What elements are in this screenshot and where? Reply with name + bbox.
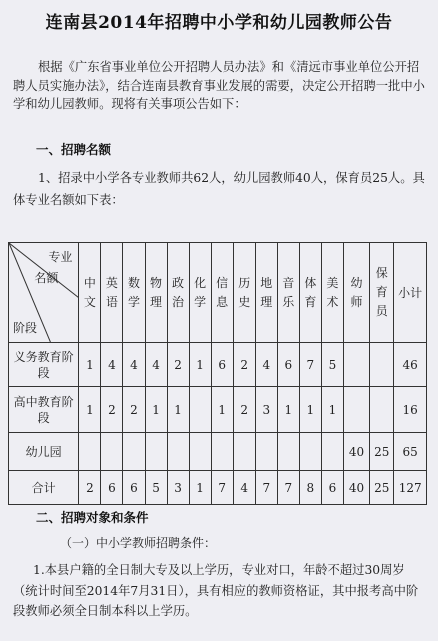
corner-label-quota: 名额 [34,271,59,285]
table-cell [343,343,369,387]
table-cell: 1 [79,387,101,433]
quota-table [8,242,427,505]
table-cell: 2 [233,343,255,387]
table-cell: 3 [167,471,189,505]
table-cell [123,433,145,471]
table-cell: 16 [394,387,427,433]
quota-paragraph: 1、招录中小学各专业教师共62人，幼儿园教师40人，保育员25人。具体专业名额如下表： [13,171,425,207]
table-cell: 7 [299,343,321,387]
table-cell: 6 [321,471,343,505]
table-cell [145,433,167,471]
table-cell [79,433,101,471]
table-cell [167,433,189,471]
table-cell: 1 [79,343,101,387]
table-cell: 8 [299,471,321,505]
table-cell: 46 [394,343,427,387]
table-cell: 1 [189,343,211,387]
table-cell: 25 [370,471,394,505]
table-cell: 127 [394,471,427,505]
condition-item-1: 1.本县户籍的全日制大专及以上学历，专业对口，年龄不超过30周岁（统计时间至2014年7月31日），具有相应的教师资格证，其中报考高中阶段教师必须全日制本科以上学历。 [13,563,419,618]
table-cell: 2 [167,343,189,387]
section-heading-quota: 一、招聘名额 [36,142,112,157]
table-cell: 5 [145,471,167,505]
table-cell: 2 [101,387,123,433]
table-cell [277,433,299,471]
table-cell [211,433,233,471]
column-header: 保育员 [370,243,394,343]
table-cell: 7 [277,471,299,505]
table-cell: 3 [255,387,277,433]
table-row [9,387,427,433]
table-cell: 4 [255,343,277,387]
subsection-heading: （一）中小学教师招聘条件： [60,536,217,550]
table-cell: 25 [370,433,394,471]
table-cell: 7 [211,471,233,505]
row-stage-label: 高中教育阶段 [9,387,79,433]
table-cell [255,433,277,471]
table-cell [299,433,321,471]
table-cell: 1 [277,387,299,433]
table-header-row [9,243,427,343]
column-header: 物理 [145,243,167,343]
table-cell: 1 [211,387,233,433]
row-stage-label: 幼儿园 [9,433,79,471]
column-header: 英语 [101,243,123,343]
table-cell: 1 [299,387,321,433]
table-corner-cell [9,243,79,343]
table-cell: 5 [321,343,343,387]
table-cell [343,387,369,433]
table-total-row [9,471,427,505]
table-cell: 4 [145,343,167,387]
table-cell: 4 [233,471,255,505]
column-header: 政治 [167,243,189,343]
intro-paragraph: 根据《广东省事业单位公开招聘人员办法》和《清远市事业单位公开招聘人员实施办法》，结合连南县教育事业发展的需要，决定公开招聘一批中小学和幼儿园教师。现将有关事项公告如下： [13,60,425,111]
section-heading-conditions: 二、招聘对象和条件 [36,510,149,525]
column-header: 地理 [255,243,277,343]
table-row [9,343,427,387]
table-cell: 40 [343,471,369,505]
table-cell: 2 [79,471,101,505]
column-header: 信息 [211,243,233,343]
table-cell: 2 [123,387,145,433]
table-cell: 1 [321,387,343,433]
table-cell: 1 [189,471,211,505]
column-header: 中文 [79,243,101,343]
table-cell [101,433,123,471]
table-cell: 6 [277,343,299,387]
table-cell: 7 [255,471,277,505]
column-header: 化学 [189,243,211,343]
table-cell [370,387,394,433]
table-cell: 4 [123,343,145,387]
column-header: 历史 [233,243,255,343]
column-header: 小计 [394,243,427,343]
table-cell: 4 [101,343,123,387]
table-cell: 6 [101,471,123,505]
column-header: 体育 [299,243,321,343]
table-cell [370,343,394,387]
table-cell [233,433,255,471]
table-cell: 6 [123,471,145,505]
table-cell: 40 [343,433,369,471]
column-header: 音乐 [277,243,299,343]
table-cell [189,387,211,433]
table-cell [189,433,211,471]
table-row [9,433,427,471]
document-title: 连南县2014年招聘中小学和幼儿园教师公告 [45,13,393,33]
column-header: 幼师 [343,243,369,343]
table-cell: 2 [233,387,255,433]
table-cell [321,433,343,471]
row-stage-label: 义务教育阶段 [9,343,79,387]
column-header: 美术 [321,243,343,343]
corner-label-stage: 阶段 [13,321,38,335]
table-cell: 1 [167,387,189,433]
table-cell: 6 [211,343,233,387]
table-cell: 65 [394,433,427,471]
row-stage-label: 合计 [9,471,79,505]
corner-label-major: 专业 [48,250,73,264]
table-cell: 1 [145,387,167,433]
column-header: 数学 [123,243,145,343]
